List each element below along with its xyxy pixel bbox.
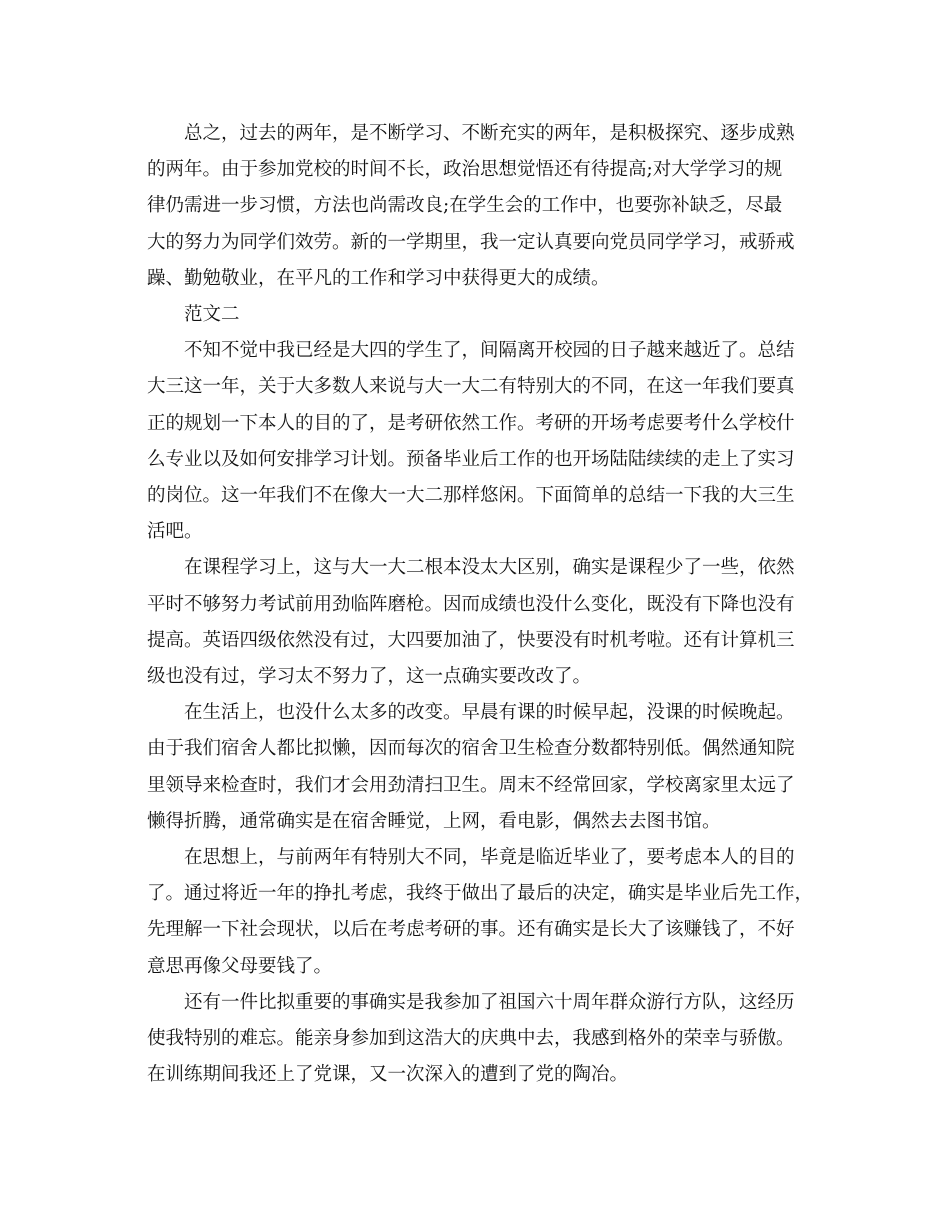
- text-line: 么专业以及如何安排学习计划。预备毕业后工作的也开场陆陆续续的走上了实习: [147, 448, 795, 470]
- text-line: 还有一件比拟重要的事确实是我参加了祖国六十周年群众游行方队，这经历: [184, 991, 795, 1013]
- text-line: 律仍需进一步习惯，方法也尚需改良;在学生会的工作中，也要弥补缺乏，尽最: [147, 195, 783, 217]
- text-line: 的两年。由于参加党校的时间不长，政治思想觉悟还有待提高;对大学学习的规: [147, 159, 783, 181]
- text-line: 在课程学习上，这与大一大二根本没太大区别，确实是课程少了一些，依然: [184, 557, 795, 579]
- text-line: 提高。英语四级依然没有过，大四要加油了，快要没有时机考啦。还有计算机三: [147, 629, 795, 651]
- text-line: 大三这一年，关于大多数人来说与大一大二有特别大的不同，在这一年我们要真: [147, 376, 795, 398]
- text-line: 在训练期间我还上了党课，又一次深入的遭到了党的陶冶。: [147, 1064, 629, 1086]
- paragraph-study: [147, 550, 805, 695]
- paragraph-summary: [147, 116, 805, 297]
- paragraph-parade: [147, 985, 805, 1094]
- text-line: 由于我们宿舍人都比拟懒，因而每次的宿舍卫生检查分数都特别低。偶然通知院: [147, 738, 795, 760]
- text-line: 使我特别的难忘。能亲身参加到这浩大的庆典中去，我感到格外的荣幸与骄傲。: [147, 1028, 795, 1050]
- paragraph-life: [147, 695, 805, 840]
- heading-text: 范文二: [184, 304, 240, 326]
- text-line: 了。通过将近一年的挣扎考虑，我终于做出了最后的决定，确实是毕业后先工作，: [147, 883, 814, 905]
- text-line: 里领导来检查时，我们才会用劲清扫卫生。周末不经常回家，学校离家里太远了: [147, 774, 795, 796]
- text-line: 不知不觉中我已经是大四的学生了，间隔离开校园的日子越来越近了。总结: [184, 340, 795, 362]
- text-line: 在生活上，也没什么太多的改变。早晨有课的时候早起，没课的时候晚起。: [184, 702, 795, 724]
- text-line: 活吧。: [147, 521, 203, 543]
- text-line: 先理解一下社会现状，以后在考虑考研的事。还有确实是长大了该赚钱了，不好: [147, 919, 795, 941]
- text-line: 大的努力为同学们效劳。新的一学期里，我一定认真要向党员同学学习，戒骄戒: [147, 231, 795, 253]
- paragraph-thought: [147, 840, 814, 985]
- document-body: [147, 116, 814, 1093]
- text-line: 总之，过去的两年，是不断学习、不断充实的两年，是积极探究、逐步成熟: [184, 123, 795, 144]
- paragraph-intro: [147, 333, 805, 550]
- text-line: 意思再像父母要钱了。: [147, 955, 333, 977]
- text-line: 在思想上，与前两年有特别大不同，毕竟是临近毕业了，要考虑本人的目的: [184, 847, 795, 869]
- text-line: 正的规划一下本人的目的了，是考研依然工作。考研的开场考虑要考什么学校什: [147, 412, 795, 434]
- text-line: 的岗位。这一年我们不在像大一大二那样悠闲。下面简单的总结一下我的大三生: [147, 485, 795, 507]
- text-line: 平时不够努力考试前用劲临阵磨枪。因而成绩也没什么变化，既没有下降也没有: [147, 593, 795, 615]
- text-line: 躁、勤勉敬业，在平凡的工作和学习中获得更大的成绩。: [147, 267, 610, 289]
- text-line: 懒得折腾，通常确实是在宿舍睡觉，上网，看电影，偶然去去图书馆。: [147, 810, 721, 832]
- text-line: 级也没有过，学习太不努力了，这一点确实要改改了。: [147, 666, 592, 688]
- section-heading: [147, 297, 805, 333]
